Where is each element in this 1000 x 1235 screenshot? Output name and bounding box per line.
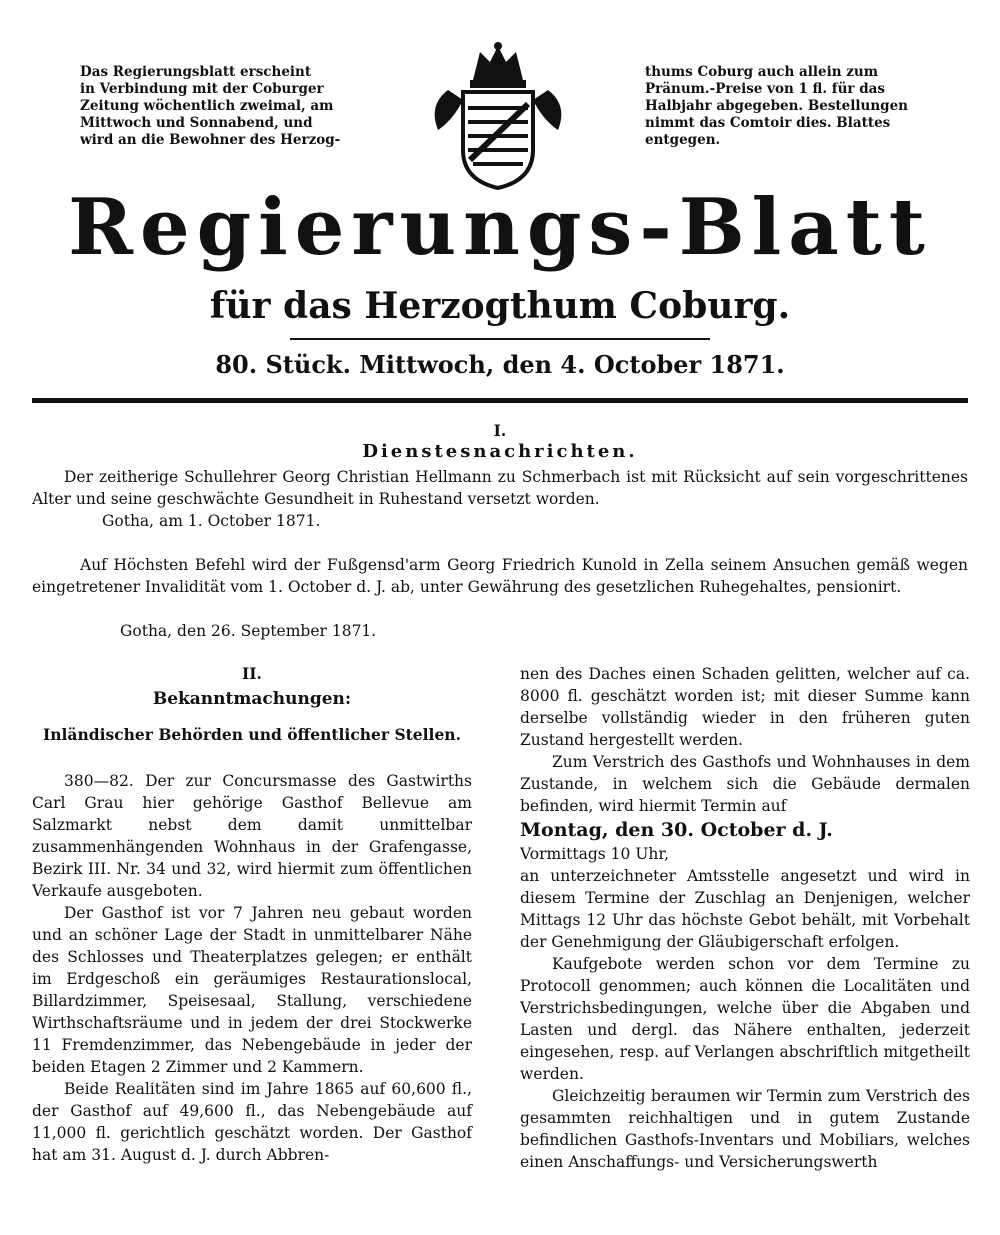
article-text: an unterzeichneter Amtsstelle angesetzt und wird in diesem Termine der Zuschlag an Denjenigen, welcher Mittags 12 Uhr das höchste Gebot behält, mit Vorbehalt der Genehmigung der Gläubigerschaft erfolgen. [520, 867, 970, 951]
article-text: Beide Realitäten sind im Jahre 1865 auf 60,600 fl., der Gasthof auf 49,600 fl., das Nebengebäude auf 11,000 fl. gerichtlich geschätzt worden. Der Gasthof hat am 31. August d. J. durch Abbren- [32, 1080, 472, 1164]
notice-text: Auf Höchsten Befehl wird der Fußgensd'arm Georg Friedrich Kunold in Zella seinem Ansuchen gemäß wegen eingetretener Invalidität vom 1. October d. J. ab, unter Gewährung des gesetzlichen Ruhegehaltes, pensionirt. [32, 556, 968, 596]
section-subheading: Inländischer Behörden und öffentlicher Stellen. [43, 725, 461, 744]
article-text: Gleichzeitig beraumen wir Termin zum Verstrich des gesammten reichhaltigen und in gutem Zustande befindlichen Gasthofs-Inventars und Mobiliars, welches einen Anschaffungs- und Versicherungswerth [520, 1087, 970, 1171]
article-text: Zum Verstrich des Gasthofs und Wohnhauses in dem Zustande, in welchem sich die Gebäude dermalen befinden, wird hiermit Termin auf [520, 753, 970, 815]
termin-time: Vormittags 10 Uhr, [520, 845, 669, 863]
section-heading: Dienstesnachrichten. [362, 441, 638, 462]
notice-date: Gotha, am 1. October 1871. [102, 512, 321, 530]
header-rule [32, 398, 968, 403]
left-column [32, 770, 472, 1166]
article-text: nen des Daches einen Schaden gelitten, welcher auf ca. 8000 fl. geschätzt worden ist; mit dieser Summe kann derselbe vollständig wieder in den früheren guten Zustand hergestellt werden. [520, 665, 970, 749]
notice-text: Der zeitherige Schullehrer Georg Christian Hellmann zu Schmerbach ist mit Rücksicht auf sein vorgeschrittenes Alter und seine geschwächte Gesundheit in Ruhestand versetzt worden. [32, 468, 968, 508]
article-text: Kaufgebote werden schon vor dem Termine zu Protocoll genommen; auch können die Localitäten und Verstrichsbedingungen, welche über die Abgaben und Lasten und dergl. das Nähere enthalten, jederzeit eingesehen, resp. auf Verlangen abschriftlich mitgetheilt werden. [520, 955, 970, 1083]
section-numeral: II. [242, 664, 262, 683]
termin-date: Montag, den 30. October d. J. [520, 819, 833, 841]
section-numeral: I. [493, 421, 507, 440]
coat-of-arms-icon [428, 40, 568, 190]
header-right-notice: thums Coburg auch allein zum Pränum.-Preise von 1 fl. für das Halbjahr abgegeben. Bestellungen nimmt das Comtoir dies. Blattes entgegen. [645, 64, 908, 148]
right-column [520, 663, 970, 1173]
section-heading: Bekanntmachungen: [152, 689, 352, 709]
notice-paragraph [32, 466, 968, 510]
masthead-subtitle: für das Herzogthum Coburg. [209, 285, 791, 327]
article-text: 380—82. Der zur Concursmasse des Gastwirths Carl Grau hier gehörige Gasthof Bellevue am Salzmarkt nebst dem damit unmittelbar zusammenhängenden Wohnhaus in der Grafengasse, Bezirk III. Nr. 34 und 32, wird hiermit zum öffentlichen Verkaufe ausgeboten. [32, 772, 472, 900]
header-left-notice: Das Regierungsblatt erscheint in Verbindung mit der Coburger Zeitung wöchentlich zweimal, am Mittwoch und Sonnabend, und wird an die Bewohner des Herzog- [80, 64, 341, 148]
title-divider [290, 338, 710, 340]
notice-date: Gotha, den 26. September 1871. [120, 622, 377, 640]
masthead-title: Regierungs-Blatt [68, 182, 932, 273]
issue-line: 80. Stück. Mittwoch, den 4. October 1871. [215, 350, 785, 379]
article-text: Der Gasthof ist vor 7 Jahren neu gebaut worden und an schöner Lage der Stadt in unmittelbarer Nähe des Schlosses und Theaterplatzes gelegen; er enthält im Erdgeschoß ein geräumiges Restaurationslocal, Billardzimmer, Speisesaal, Stallung, verschiedene Wirthschaftsräume und in jedem der drei Stockwerke 11 Fremdenzimmer, das Nebengebäude in jeder der beiden Etagen 2 Zimmer und 2 Kammern. [32, 904, 472, 1076]
notice-paragraph [32, 554, 968, 598]
